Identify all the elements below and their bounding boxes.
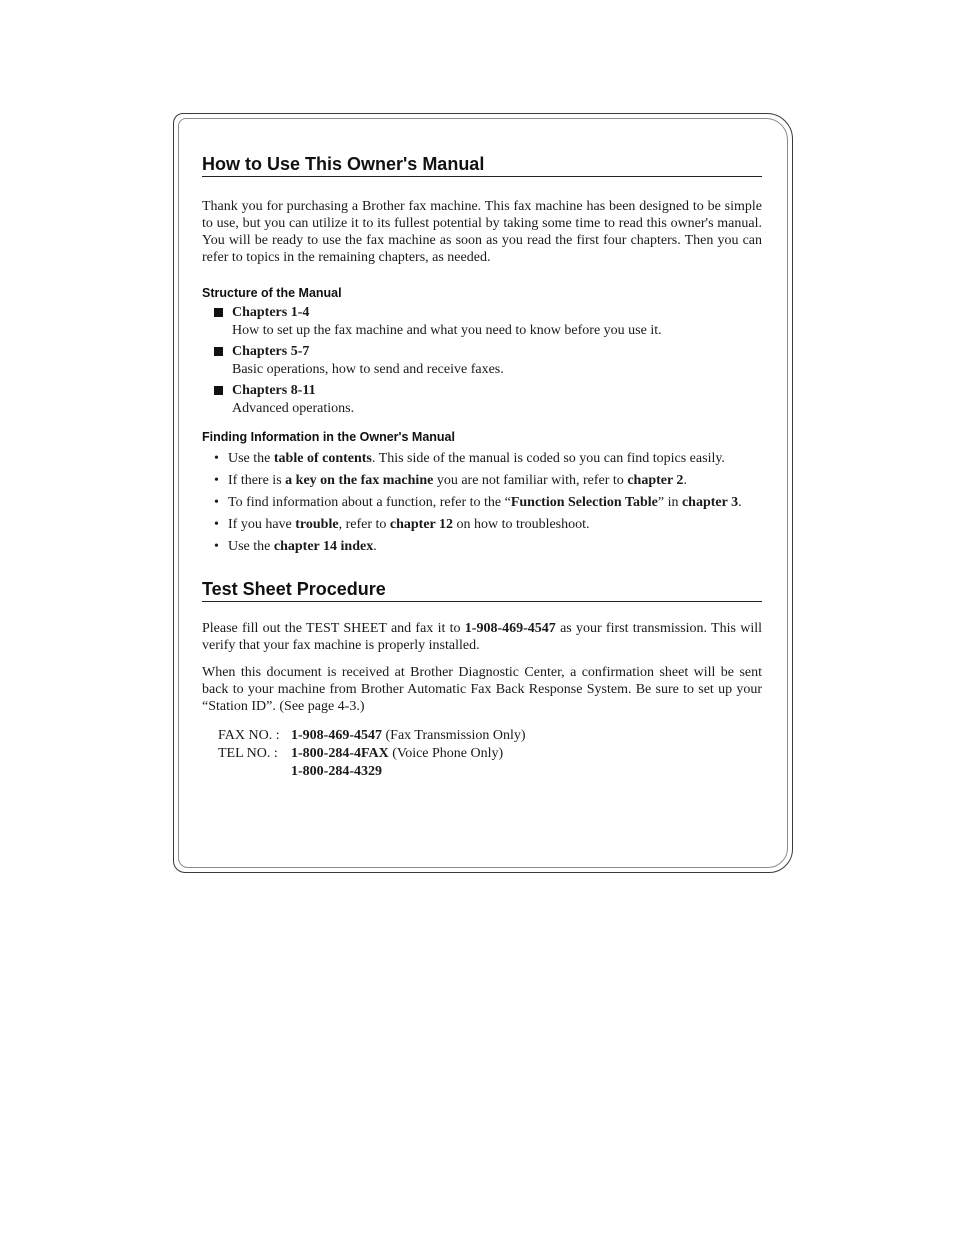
bullet-dot-icon: •	[214, 495, 219, 510]
chapter-list	[202, 304, 762, 418]
section-title-test-sheet: Test Sheet Procedure	[202, 579, 762, 602]
chapter-desc: Advanced operations.	[232, 401, 355, 416]
tel-number-2: 1-800-284-4329	[291, 764, 382, 779]
contact-numbers	[202, 727, 762, 781]
tel-number: 1-800-284-4FAX	[291, 746, 389, 761]
structure-heading: Structure of the Manual	[202, 286, 342, 300]
tel-label: TEL NO. :	[218, 746, 278, 761]
chapter-desc: How to set up the fax machine and what you need to know before you use it.	[232, 323, 662, 338]
fax-number: 1-908-469-4547	[291, 728, 382, 743]
finding-list	[202, 450, 762, 555]
finding-item: • Use the chapter 14 index.	[214, 539, 377, 554]
finding-item: • If there is a key on the fax machine you are not familiar with, refer to chapter 2.	[214, 473, 687, 488]
bullet-dot-icon: •	[214, 517, 219, 532]
chapter-desc: Basic operations, how to send and receive faxes.	[232, 362, 504, 377]
bullet-dot-icon: •	[214, 539, 219, 554]
confirmation-paragraph: When this document is received at Brother Diagnostic Center, a confirmation sheet will be sent back to your machine from Brother Automatic Fax Back Response System. Be sure to set up your “Station ID”. (See page 4-3.)	[202, 665, 762, 714]
square-bullet-icon	[214, 386, 223, 395]
intro-paragraph: Thank you for purchasing a Brother fax machine. This fax machine has been designed to be simple to use, but you can utilize it to its fullest potential by taking some time to read this owner's manual. You will be ready to use the fax machine as soon as you read the first four chapters. Then you can refer to topics in the remaining chapters, as needed.	[202, 199, 762, 265]
tel-row-2	[218, 763, 762, 781]
chapter-title: Chapters 1-4	[232, 305, 310, 320]
manual-content	[202, 154, 762, 781]
finding-heading: Finding Information in the Owner's Manual	[202, 430, 455, 444]
fax-row	[218, 727, 762, 745]
chapter-item	[214, 304, 762, 340]
tel-note: (Voice Phone Only)	[392, 746, 504, 761]
chapter-item	[214, 382, 762, 418]
bullet-dot-icon: •	[214, 451, 219, 466]
finding-item: • If you have trouble, refer to chapter 12 on how to troubleshoot.	[214, 517, 590, 532]
chapter-title: Chapters 5-7	[232, 344, 310, 359]
chapter-item	[214, 343, 762, 379]
fax-label: FAX NO. :	[218, 728, 280, 743]
test-sheet-paragraph: Please fill out the TEST SHEET and fax it to 1-908-469-4547 as your first transmission. This will verify that your fax machine is properly installed.	[202, 621, 762, 653]
finding-item: • To find information about a function, refer to the “Function Selection Table” in chapter 3.	[214, 495, 742, 510]
square-bullet-icon	[214, 347, 223, 356]
bullet-dot-icon: •	[214, 473, 219, 488]
square-bullet-icon	[214, 308, 223, 317]
fax-note: (Fax Transmission Only)	[385, 728, 526, 743]
chapter-title: Chapters 8-11	[232, 383, 316, 398]
tel-row	[218, 745, 762, 763]
finding-item: • Use the table of contents. This side of the manual is coded so you can find topics easily.	[214, 451, 725, 466]
section-title-how-to-use: How to Use This Owner's Manual	[202, 154, 762, 177]
